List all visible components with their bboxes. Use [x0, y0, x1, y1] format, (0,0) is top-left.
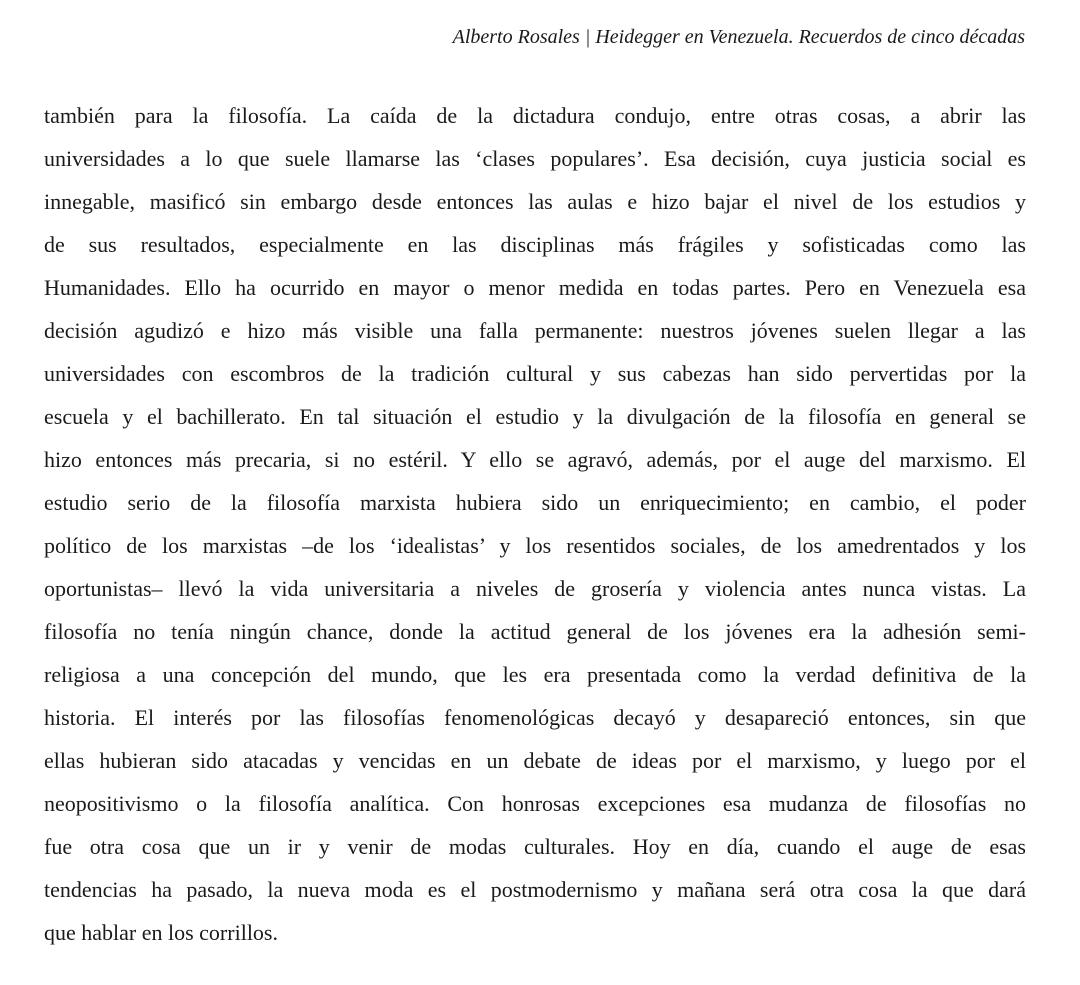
text-line: innegable, masificó sin embargo desde entonces las aulas e hizo bajar el nivel de los estudios y	[44, 189, 1026, 214]
text-line: de sus resultados, especialmente en las disciplinas más frágiles y sofisticadas como las	[44, 232, 1026, 257]
text-line: ellas hubieran sido atacadas y vencidas en un debate de ideas por el marxismo, y luego por el	[44, 748, 1026, 773]
text-line: religiosa a una concepción del mundo, que les era presentada como la verdad definitiva de la	[44, 662, 1026, 687]
text-line: político de los marxistas –de los ‘idealistas’ y los resentidos sociales, de los amedrentados y los	[44, 533, 1026, 558]
text-line: historia. El interés por las filosofías fenomenológicas decayó y desapareció entonces, sin que	[44, 705, 1026, 730]
text-line: universidades con escombros de la tradición cultural y sus cabezas han sido pervertidas por la	[44, 361, 1026, 386]
running-header: Alberto Rosales | Heidegger en Venezuela. Recuerdos de cinco décadas	[452, 26, 1025, 48]
text-line: estudio serio de la filosofía marxista hubiera sido un enriquecimiento; en cambio, el poder	[44, 490, 1026, 515]
text-line: fue otra cosa que un ir y venir de modas culturales. Hoy en día, cuando el auge de esas	[44, 834, 1026, 859]
text-line: hizo entonces más precaria, si no estéril. Y ello se agravó, además, por el auge del marxismo. El	[44, 447, 1026, 472]
text-line: oportunistas– llevó la vida universitaria a niveles de grosería y violencia antes nunca vistas. La	[44, 576, 1026, 601]
text-line: universidades a lo que suele llamarse las ‘clases populares’. Esa decisión, cuya justicia social es	[44, 146, 1026, 171]
text-line: decisión agudizó e hizo más visible una falla permanente: nuestros jóvenes suelen llegar a las	[44, 318, 1026, 343]
text-line: que hablar en los corrillos.	[44, 920, 278, 945]
body-paragraph	[44, 94, 1026, 954]
text-line: neopositivismo o la filosofía analítica. Con honrosas excepciones esa mudanza de filosofías no	[44, 791, 1026, 816]
text-line: Humanidades. Ello ha ocurrido en mayor o menor medida en todas partes. Pero en Venezuela esa	[44, 275, 1026, 300]
text-line: escuela y el bachillerato. En tal situación el estudio y la divulgación de la filosofía en general se	[44, 404, 1026, 429]
text-line: tendencias ha pasado, la nueva moda es el postmodernismo y mañana será otra cosa la que dará	[44, 877, 1026, 902]
text-line: filosofía no tenía ningún chance, donde la actitud general de los jóvenes era la adhesión semi-	[44, 619, 1026, 644]
text-line: también para la filosofía. La caída de la dictadura condujo, entre otras cosas, a abrir las	[44, 103, 1026, 128]
